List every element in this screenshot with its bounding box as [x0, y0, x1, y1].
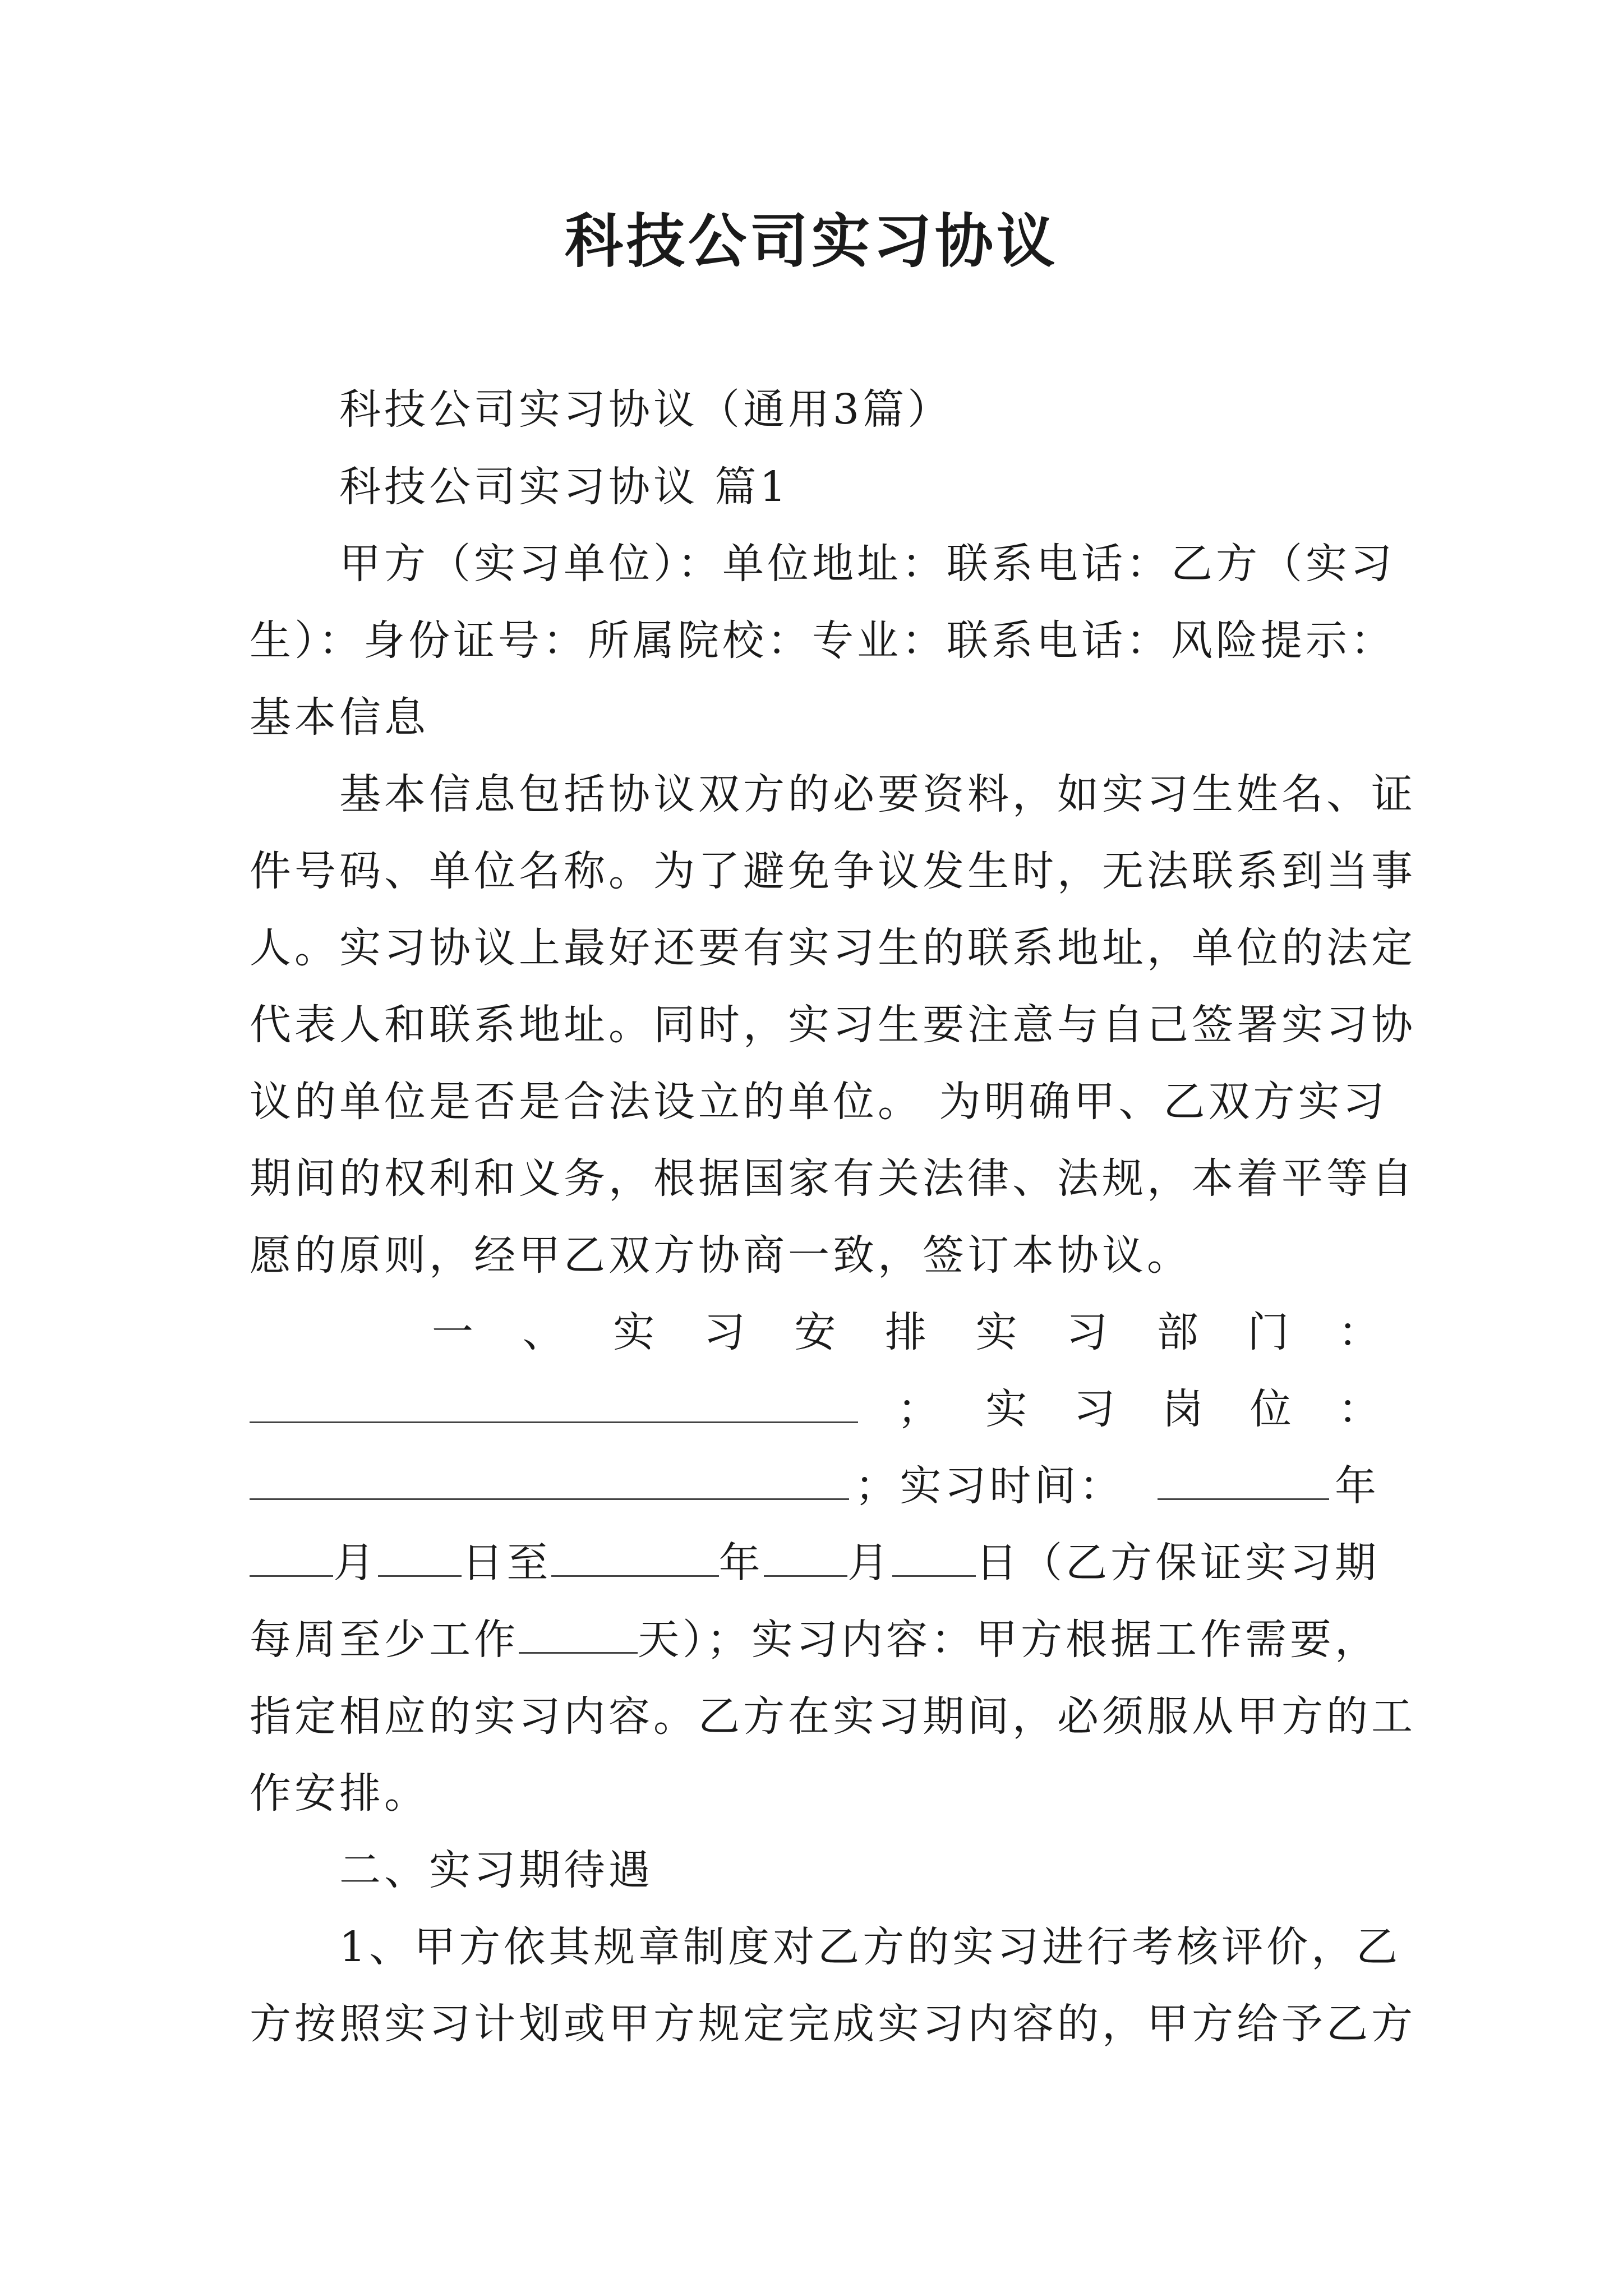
year-label: 年 — [1335, 1462, 1380, 1510]
section1-time-line — [250, 1458, 1380, 1514]
section1-heading-char: 实 — [613, 1308, 655, 1356]
basic-info-line-6: 期间的权利和义务，根据国家有关法律、法规，本着平等自 — [250, 1154, 1416, 1203]
basic-info-line-2: 件号码、单位名称。为了避免争议发生时，无法联系到当事 — [250, 847, 1416, 895]
basic-info-line-3: 人。实习协议上最好还要有实习生的联系地址，单位的法定 — [250, 924, 1416, 972]
end-month-blank[interactable] — [764, 1538, 847, 1577]
section1-heading-char: 习 — [1066, 1308, 1108, 1356]
post-label — [897, 1381, 1380, 1437]
to-label: 至 — [506, 1539, 552, 1587]
parties-line-3: 基本信息 — [250, 693, 429, 742]
year-label: 年 — [718, 1539, 764, 1587]
article-heading: 科技公司实习协议 篇1 — [339, 463, 790, 511]
post-char: 习 — [1073, 1385, 1115, 1433]
weekly-suffix: 天）；实习内容：甲方根据工作需要， — [638, 1616, 1380, 1664]
basic-info-line-7: 愿的原则，经甲乙双方协商一致，签订本协议。 — [250, 1231, 1192, 1280]
section1-heading-char: 部 — [1156, 1308, 1198, 1356]
parties-line-2: 生）：身份证号：所属院校：专业：联系电话：风险提示： — [250, 616, 1395, 665]
end-day-blank[interactable] — [892, 1538, 976, 1577]
post-blank[interactable] — [250, 1461, 849, 1500]
section1-post-line — [250, 1381, 1380, 1437]
post-char: 位 — [1249, 1385, 1292, 1433]
section1-heading-char: 排 — [884, 1308, 926, 1356]
post-sep: ； — [897, 1385, 939, 1433]
section1-heading-char: 习 — [703, 1308, 745, 1356]
days-per-week-blank[interactable] — [519, 1615, 638, 1654]
post-char: 岗 — [1161, 1385, 1204, 1433]
section1-content-line-1: 指定相应的实习内容。乙方在实习期间，必须服从甲方的工 — [250, 1692, 1416, 1741]
weekly-prefix: 每周至少工作 — [250, 1616, 519, 1664]
section1-heading — [432, 1304, 1380, 1360]
section1-heading-char: ： — [1338, 1308, 1380, 1356]
section1-heading-char: 一 — [432, 1308, 473, 1356]
section1-heading-char: 、 — [522, 1308, 564, 1356]
guarantee-text: （乙方保证实习期 — [1021, 1539, 1380, 1587]
section1-heading-char: 门 — [1247, 1308, 1289, 1356]
section2-line-1: 1、甲方依其规章制度对乙方的实习进行考核评价，乙 — [339, 1923, 1401, 1971]
basic-info-line-4: 代表人和联系地址。同时，实习生要注意与自己签署实习协 — [250, 1001, 1416, 1049]
document-title: 科技公司实习协议 — [564, 206, 1058, 275]
section1-dates-line — [250, 1535, 1380, 1591]
section1-heading-char: 实 — [975, 1308, 1017, 1356]
department-blank[interactable] — [250, 1384, 858, 1423]
section1-heading-char: 安 — [794, 1308, 836, 1356]
post-char: 实 — [985, 1385, 1027, 1433]
day-label: 日 — [976, 1539, 1021, 1587]
start-year-blank[interactable] — [1158, 1461, 1329, 1500]
section2-line-2: 方按照实习计划或甲方规定完成实习内容的，甲方给予乙方 — [250, 2000, 1416, 2048]
parties-line-1: 甲方（实习单位）：单位地址：联系电话：乙方（实习 — [339, 540, 1395, 588]
month-label: 月 — [847, 1539, 892, 1587]
time-label: ；实习时间： — [855, 1462, 1124, 1510]
start-month-blank[interactable] — [250, 1538, 333, 1577]
post-char: ： — [1338, 1385, 1380, 1433]
month-label: 月 — [333, 1539, 379, 1587]
section1-content-line-2: 作安排。 — [250, 1769, 429, 1818]
day-label: 日 — [462, 1539, 507, 1587]
basic-info-line-5: 议的单位是否是合法设立的单位。 为明确甲、乙双方实习 — [250, 1078, 1388, 1126]
basic-info-line-1: 基本信息包括协议双方的必要资料，如实习生姓名、证 — [339, 770, 1416, 818]
section2-heading: 二、实习期待遇 — [339, 1846, 653, 1894]
end-year-blank[interactable] — [551, 1538, 718, 1577]
section1-weekly-line — [250, 1612, 1380, 1668]
subtitle: 科技公司实习协议（通用3篇） — [339, 385, 953, 434]
start-day-blank[interactable] — [378, 1538, 462, 1577]
